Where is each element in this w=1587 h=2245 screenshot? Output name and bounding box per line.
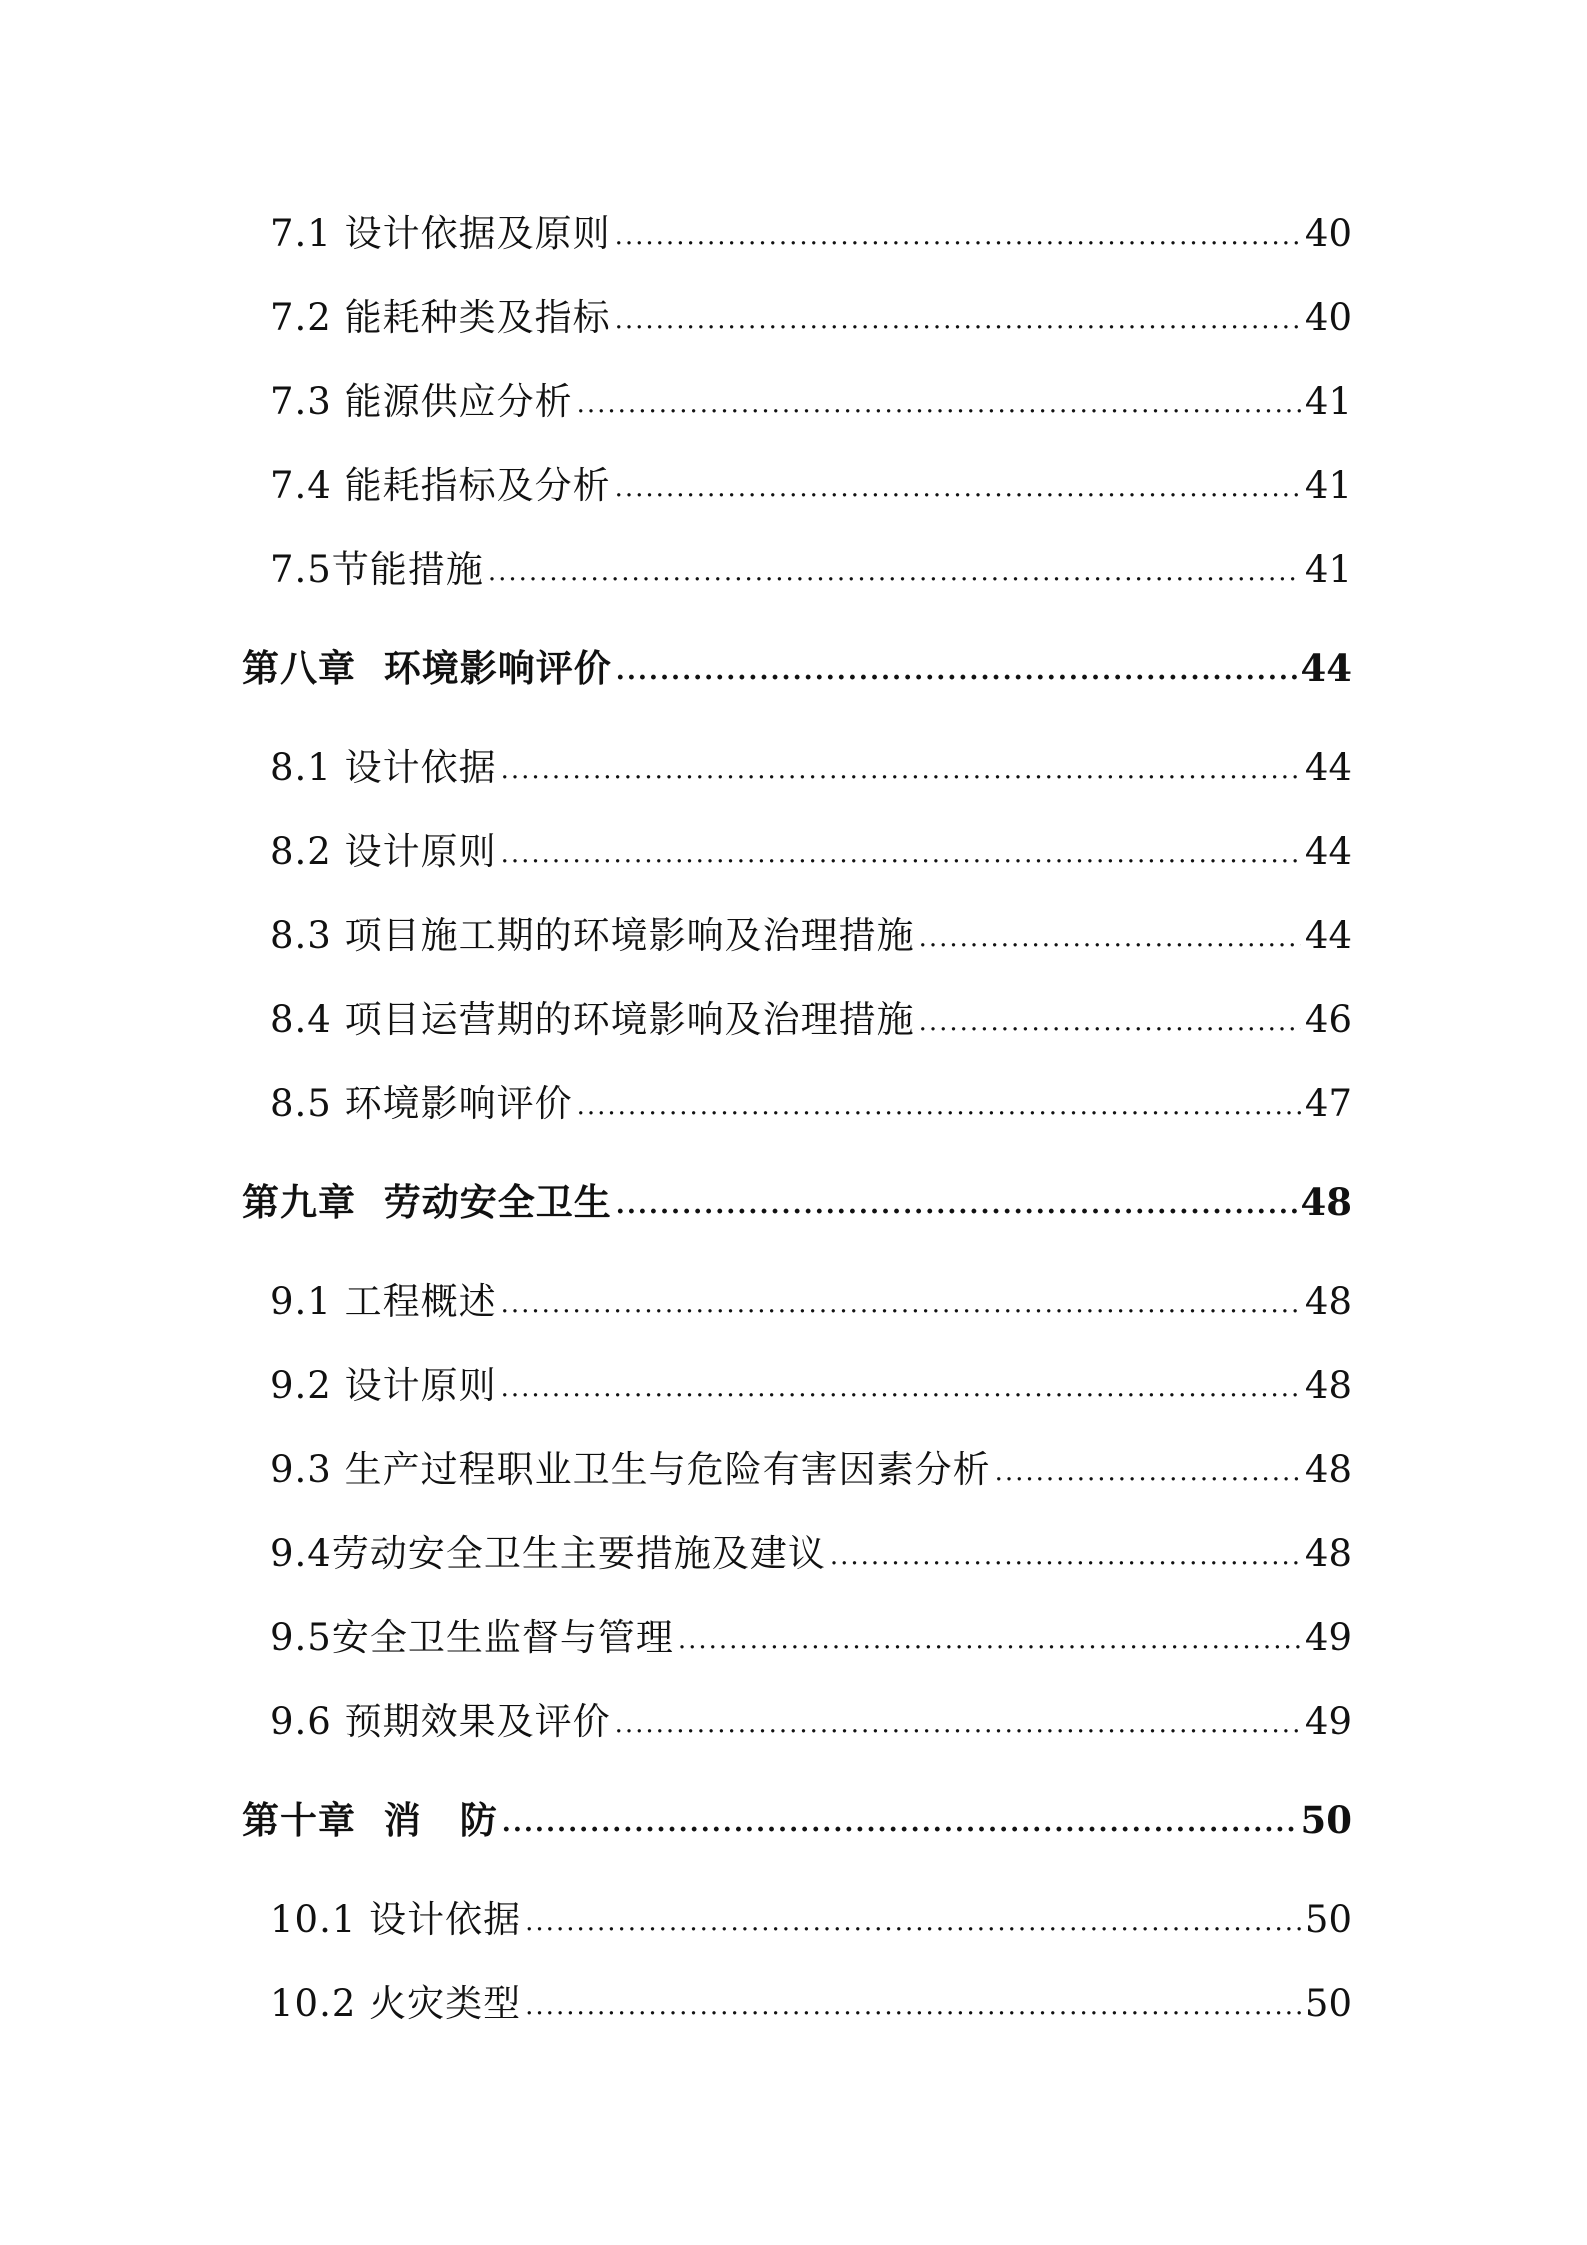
toc-entry-number: 10.2 — [270, 1982, 357, 2025]
toc-entry-title: 设计原则 — [344, 1364, 497, 1407]
toc-entry-title: 能耗种类及指标 — [344, 296, 611, 339]
toc-entry-title: 项目运营期的环境影响及治理措施 — [344, 998, 915, 1041]
toc-chapter-title: 环境影响评价 — [383, 646, 612, 690]
toc-entry-title: 设计依据 — [344, 746, 497, 789]
toc-entry-page: 40 — [1304, 212, 1352, 255]
toc-entry-title: 能耗指标及分析 — [344, 464, 611, 507]
toc-entry-page: 49 — [1304, 1616, 1352, 1659]
toc-entry-page: 40 — [1304, 296, 1352, 339]
toc-entry-title: 能源供应分析 — [344, 380, 573, 423]
toc-entry-title: 节能措施 — [331, 548, 484, 591]
toc-entry-number: 9.2 — [270, 1364, 332, 1407]
dot-leader — [995, 1449, 1301, 1486]
dot-leader — [502, 1800, 1297, 1837]
dot-leader — [615, 213, 1301, 250]
toc-entry-7-1[interactable] — [270, 212, 1352, 255]
toc-entry-number: 9.5 — [270, 1616, 332, 1659]
dot-leader — [525, 1899, 1301, 1936]
toc-entry-9-2[interactable] — [270, 1364, 1352, 1407]
dot-leader — [577, 1083, 1301, 1120]
dot-leader — [577, 381, 1301, 418]
toc-entry-number: 8.2 — [270, 830, 332, 873]
toc-entry-page: 49 — [1304, 1700, 1352, 1743]
toc-entry-title: 设计依据及原则 — [344, 212, 611, 255]
toc-entry-title: 劳动安全卫生主要措施及建议 — [331, 1532, 826, 1575]
toc-entry-8-4[interactable] — [270, 998, 1352, 1041]
toc-chapter-page: 48 — [1300, 1180, 1352, 1224]
toc-entry-title: 设计原则 — [344, 830, 497, 873]
toc-entry-title: 安全卫生监督与管理 — [331, 1616, 674, 1659]
toc-entry-title: 火灾类型 — [369, 1982, 522, 2025]
toc-entry-page: 50 — [1304, 1982, 1352, 2025]
dot-leader — [616, 1182, 1297, 1219]
dot-leader — [488, 549, 1301, 586]
toc-entry-number: 7.5 — [270, 548, 332, 591]
toc-entry-page: 46 — [1304, 998, 1352, 1041]
dot-leader — [615, 1701, 1301, 1738]
dot-leader — [501, 1281, 1301, 1318]
toc-chapter-number: 第十章 — [242, 1798, 356, 1842]
toc-chapter-number: 第八章 — [242, 646, 356, 690]
toc-entry-8-1[interactable] — [270, 746, 1352, 789]
toc-entry-page: 48 — [1304, 1448, 1352, 1491]
toc-entry-number: 9.4 — [270, 1532, 332, 1575]
toc-entry-title: 项目施工期的环境影响及治理措施 — [344, 914, 915, 957]
toc-entry-title: 生产过程职业卫生与危险有害因素分析 — [344, 1448, 991, 1491]
toc-chapter-8[interactable] — [242, 646, 1352, 690]
toc-entry-number: 7.2 — [270, 296, 332, 339]
toc-entry-10-1[interactable] — [270, 1898, 1352, 1941]
toc-chapter-page: 50 — [1300, 1798, 1352, 1842]
toc-entry-number: 8.4 — [270, 998, 332, 1041]
toc-entry-number: 7.4 — [270, 464, 332, 507]
toc-chapter-title: 消 防 — [383, 1798, 498, 1842]
toc-chapter-number: 第九章 — [242, 1180, 356, 1224]
dot-leader — [615, 465, 1301, 502]
toc-chapter-10[interactable] — [242, 1798, 1352, 1842]
toc-entry-page: 44 — [1304, 914, 1352, 957]
toc-entry-9-5[interactable] — [270, 1616, 1352, 1659]
toc-entry-number: 9.1 — [270, 1280, 332, 1323]
toc-entry-title: 设计依据 — [369, 1898, 522, 1941]
toc-entry-7-3[interactable] — [270, 380, 1352, 423]
toc-entry-8-3[interactable] — [270, 914, 1352, 957]
toc-chapter-page: 44 — [1300, 646, 1352, 690]
toc-entry-7-2[interactable] — [270, 296, 1352, 339]
toc-entry-title: 预期效果及评价 — [344, 1700, 611, 1743]
toc-entry-title: 环境影响评价 — [344, 1082, 573, 1125]
toc-entry-number: 9.6 — [270, 1700, 332, 1743]
toc-entry-page: 50 — [1304, 1898, 1352, 1941]
toc-entry-title: 工程概述 — [344, 1280, 497, 1323]
toc-entry-10-2[interactable] — [270, 1982, 1352, 2025]
toc-entry-number: 9.3 — [270, 1448, 332, 1491]
dot-leader — [501, 747, 1301, 784]
dot-leader — [678, 1617, 1301, 1654]
toc-entry-number: 8.5 — [270, 1082, 332, 1125]
dot-leader — [919, 999, 1301, 1036]
toc-entry-8-2[interactable] — [270, 830, 1352, 873]
dot-leader — [830, 1533, 1301, 1570]
dot-leader — [616, 648, 1297, 685]
toc-entry-page: 47 — [1304, 1082, 1352, 1125]
toc-entry-7-4[interactable] — [270, 464, 1352, 507]
toc-entry-number: 10.1 — [270, 1898, 357, 1941]
toc-entry-page: 48 — [1304, 1532, 1352, 1575]
dot-leader — [615, 297, 1301, 334]
toc-entry-9-6[interactable] — [270, 1700, 1352, 1743]
dot-leader — [525, 1983, 1301, 2020]
toc-entry-9-3[interactable] — [270, 1448, 1352, 1491]
toc-entry-page: 48 — [1304, 1364, 1352, 1407]
toc-entry-page: 44 — [1304, 746, 1352, 789]
toc-entry-page: 48 — [1304, 1280, 1352, 1323]
toc-entry-number: 8.3 — [270, 914, 332, 957]
toc-entry-number: 7.1 — [270, 212, 332, 255]
toc-chapter-9[interactable] — [242, 1180, 1352, 1224]
toc-entry-page: 44 — [1304, 830, 1352, 873]
toc-entry-9-4[interactable] — [270, 1532, 1352, 1575]
toc-entry-page: 41 — [1304, 464, 1352, 507]
toc-entry-9-1[interactable] — [270, 1280, 1352, 1323]
toc-chapter-title: 劳动安全卫生 — [383, 1180, 612, 1224]
dot-leader — [501, 831, 1301, 868]
toc-entry-page: 41 — [1304, 548, 1352, 591]
toc-entry-number: 7.3 — [270, 380, 332, 423]
dot-leader — [919, 915, 1301, 952]
toc-entry-page: 41 — [1304, 380, 1352, 423]
dot-leader — [501, 1365, 1301, 1402]
toc-entry-7-5[interactable] — [270, 548, 1352, 591]
toc-entry-number: 8.1 — [270, 746, 332, 789]
toc-entry-8-5[interactable] — [270, 1082, 1352, 1125]
